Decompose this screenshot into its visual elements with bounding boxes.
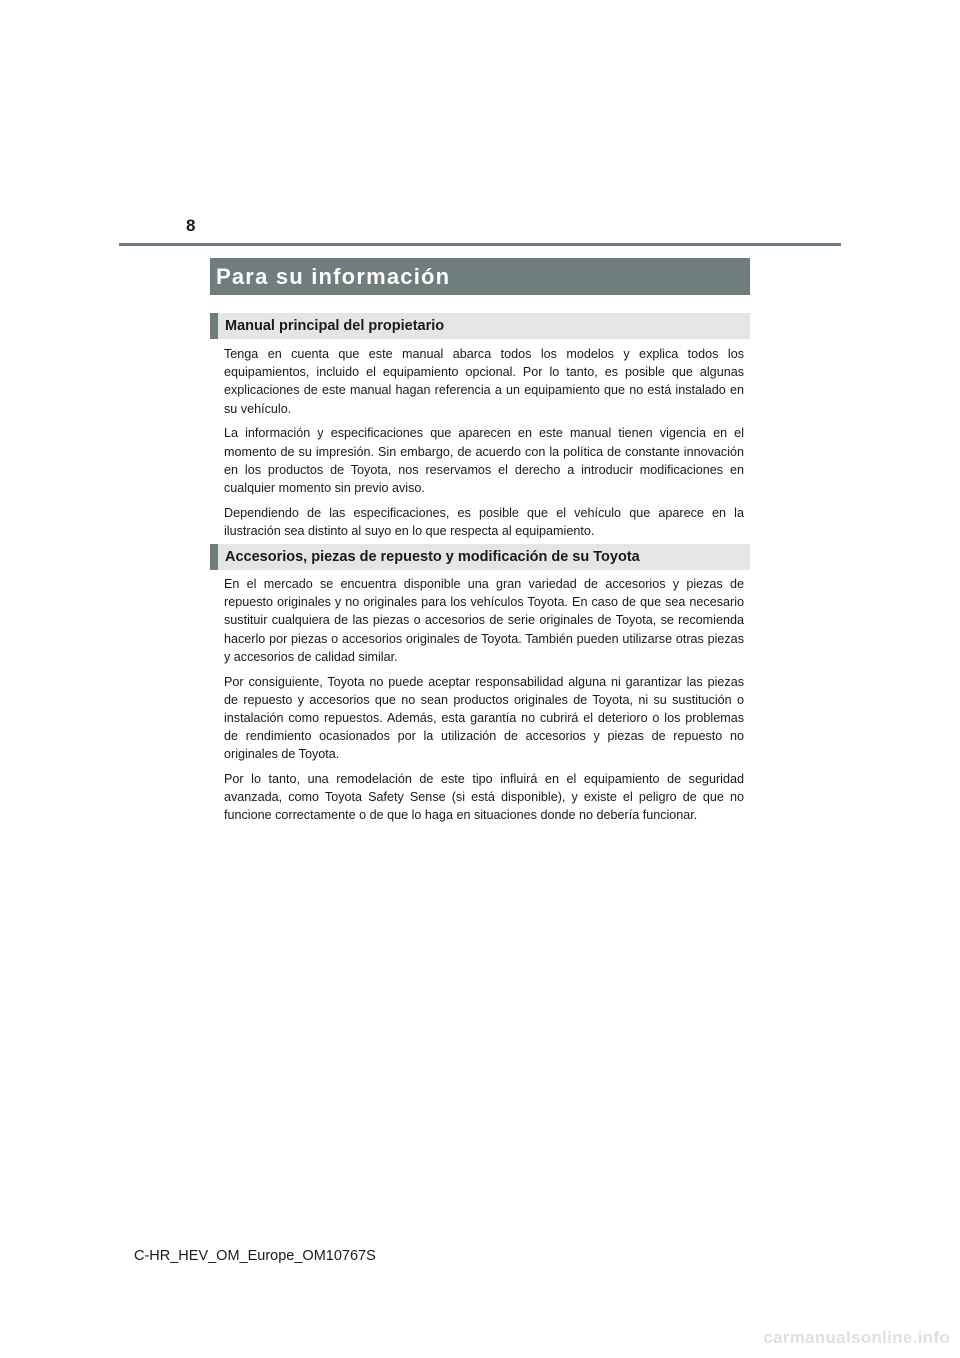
- footer-doc-code: C-HR_HEV_OM_Europe_OM10767S: [134, 1248, 376, 1264]
- section-heading: Accesorios, piezas de repuesto y modificación de su Toyota: [225, 549, 640, 565]
- section-heading-bar: [210, 544, 750, 570]
- watermark: carmanualsonline.info: [763, 1328, 950, 1347]
- section-heading: Manual principal del propietario: [225, 318, 445, 334]
- section-heading-bar: [210, 313, 750, 339]
- paragraph: Por consiguiente, Toyota no puede aceptar responsabilidad alguna ni garantizar las piezas de repuesto y accesorios que no sean productos originales de Toyota, ni su sustitución o instalación como repuestos. Además, esta garantía no cubrirá el deterioro o los problemas de rendimiento ocasionados por la utilización de accesorios y piezas de repuesto no originales de Toyota.: [224, 674, 744, 762]
- paragraph: En el mercado se encuentra disponible una gran variedad de accesorios y piezas de repuesto originales y no originales para los vehículos Toyota. En caso de que sea necesario sustituir cualquiera de las piezas o accesorios de serie originales de Toyota, se recomienda hacerlo por piezas o accesorios originales de Toyota. También pueden utilizarse otras piezas y accesorios de calidad similar.: [224, 577, 744, 664]
- paragraph: Por lo tanto, una remodelación de este tipo influirá en el equipamiento de seguridad avanzada, como Toyota Safety Sense (si está disponible), y existe el peligro de que no funcione correctamente o de que lo haga en situaciones donde no debería funcionar.: [224, 772, 744, 823]
- page-title: Para su información: [216, 264, 451, 289]
- section-owners-manual: [210, 313, 750, 547]
- paragraph: Dependiendo de las especificaciones, es posible que el vehículo que aparece en la ilustración sea distinto al suyo en lo que respecta al equipamiento.: [224, 505, 744, 538]
- title-banner: [210, 258, 750, 295]
- section-accessories: [210, 544, 750, 831]
- paragraph: Tenga en cuenta que este manual abarca todos los modelos y explica todos los equipamientos, incluido el equipamiento opcional. Por lo tanto, es posible que algunas explicaciones de este manual hagan referencia a un equipamiento que no está instalado en su vehículo.: [224, 347, 744, 416]
- section-body: [224, 345, 744, 540]
- header-rule: [119, 243, 841, 246]
- section-body: [224, 575, 744, 825]
- paragraph: La información y especificaciones que aparecen en este manual tienen vigencia en el momento de su impresión. Sin embargo, de acuerdo con la política de constante innovación en los productos de Toyota, nos reservamos el derecho a introducir modificaciones en cualquier momento sin previo aviso.: [224, 426, 744, 495]
- page-number: 8: [186, 216, 196, 235]
